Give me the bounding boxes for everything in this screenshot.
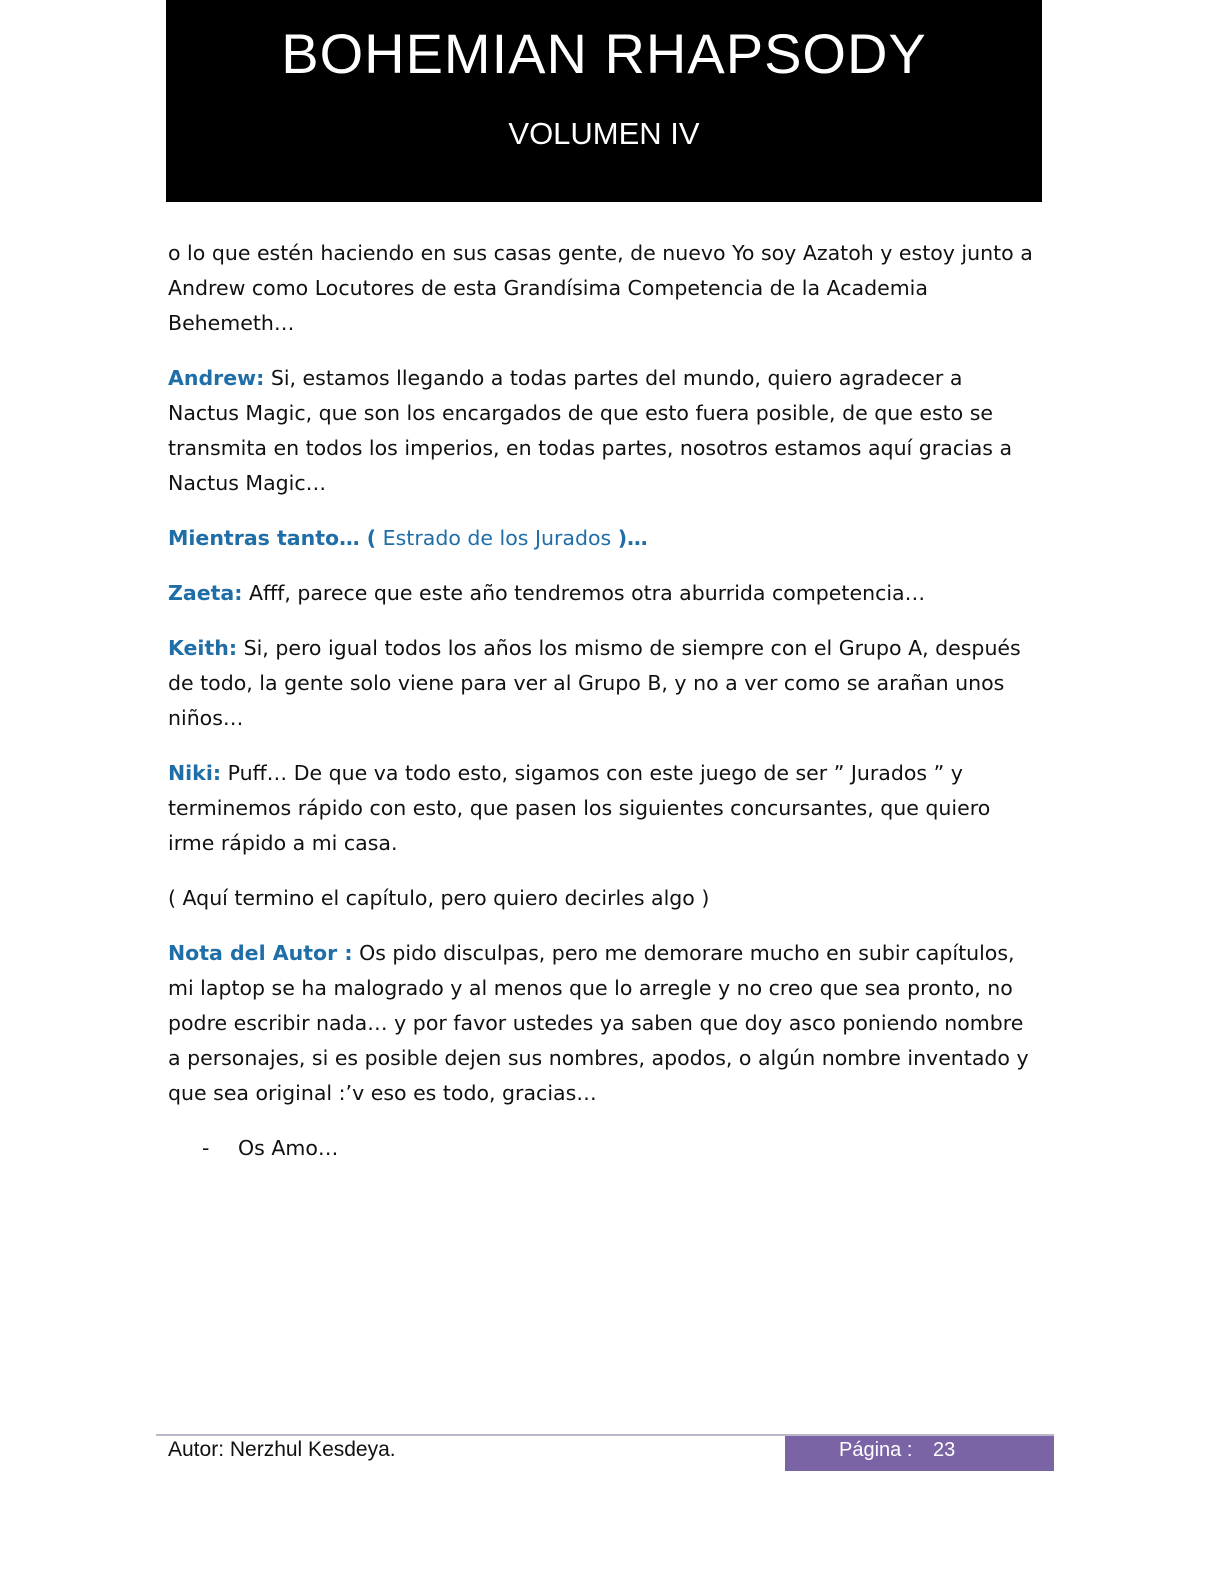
- book-title: BOHEMIAN RHAPSODY: [281, 22, 927, 85]
- list-item-text: Os Amo…: [238, 1136, 339, 1160]
- paragraph-author-note: [168, 936, 1038, 1111]
- keith-dialogue: Si, pero igual todos los años los mismo de siempre con el Grupo A, después de todo, la gente solo viene para ver al Grupo B, y no a ver como se arañan unos niños…: [168, 636, 1021, 730]
- volume-subtitle: VOLUMEN IV: [508, 116, 700, 151]
- speaker-niki: Niki:: [168, 761, 222, 785]
- list-dash: -: [202, 1136, 210, 1160]
- paragraph-intro: o lo que estén haciendo en sus casas gente, de nuevo Yo soy Azatoh y estoy junto a Andrew como Locutores de esta Grandísima Competencia de la Academia Behemeth…: [168, 241, 1033, 335]
- paragraph-andrew: [168, 361, 1038, 501]
- scene-open-paren: (: [359, 526, 377, 550]
- zaeta-dialogue: Afff, parece que este año tendremos otra aburrida competencia…: [242, 581, 926, 605]
- paragraph-zaeta: [168, 576, 1038, 611]
- page-header: [166, 0, 1042, 202]
- page-number-box: [785, 1436, 1054, 1471]
- speaker-author-note: Nota del Autor :: [168, 941, 353, 965]
- page-number: 23: [933, 1439, 956, 1461]
- paragraph-aside: ( Aquí termino el capítulo, pero quiero decirles algo ): [168, 886, 710, 910]
- author-note-text: Os pido disculpas, pero me demorare mucho en subir capítulos, mi laptop se ha malogrado y al menos que lo arregle y no creo que sea pronto, no podre escribir nada… y por favor ustedes ya saben que doy asco poniendo nombre a personajes, si es posible dejen sus nombres, apodos, o algún nombre inventado y que sea original :’v eso es todo, gracias…: [168, 941, 1029, 1105]
- andrew-dialogue: Si, estamos llegando a todas partes del mundo, quiero agradecer a Nactus Magic, que son los encargados de que esto fuera posible, de que esto se transmita en todos los imperios, en todas partes, nosotros estamos aquí gracias a Nactus Magic…: [168, 366, 1013, 495]
- niki-dialogue: Puff… De que va todo esto, sigamos con este juego de ser ˮ Jurados ˮ y terminemos rápido con esto, que pasen los siguientes concursantes, que quiero irme rápido a mi casa.: [168, 761, 991, 855]
- document-body: [168, 236, 1038, 1186]
- scene-change-label: Mientras tanto…: [168, 526, 360, 550]
- scene-close-paren: )…: [617, 526, 648, 550]
- page-label: Página :: [839, 1439, 913, 1461]
- speaker-andrew: Andrew:: [168, 366, 265, 390]
- footer-author: Autor: Nerzhul Kesdeya.: [168, 1438, 396, 1461]
- speaker-keith: Keith:: [168, 636, 238, 660]
- paragraph-scene-change: [168, 521, 1038, 556]
- paragraph-keith: [168, 631, 1038, 736]
- paragraph-niki: [168, 756, 1038, 861]
- speaker-zaeta: Zaeta:: [168, 581, 243, 605]
- scene-location: Estrado de los Jurados: [376, 526, 618, 550]
- list-item: [168, 1131, 1038, 1166]
